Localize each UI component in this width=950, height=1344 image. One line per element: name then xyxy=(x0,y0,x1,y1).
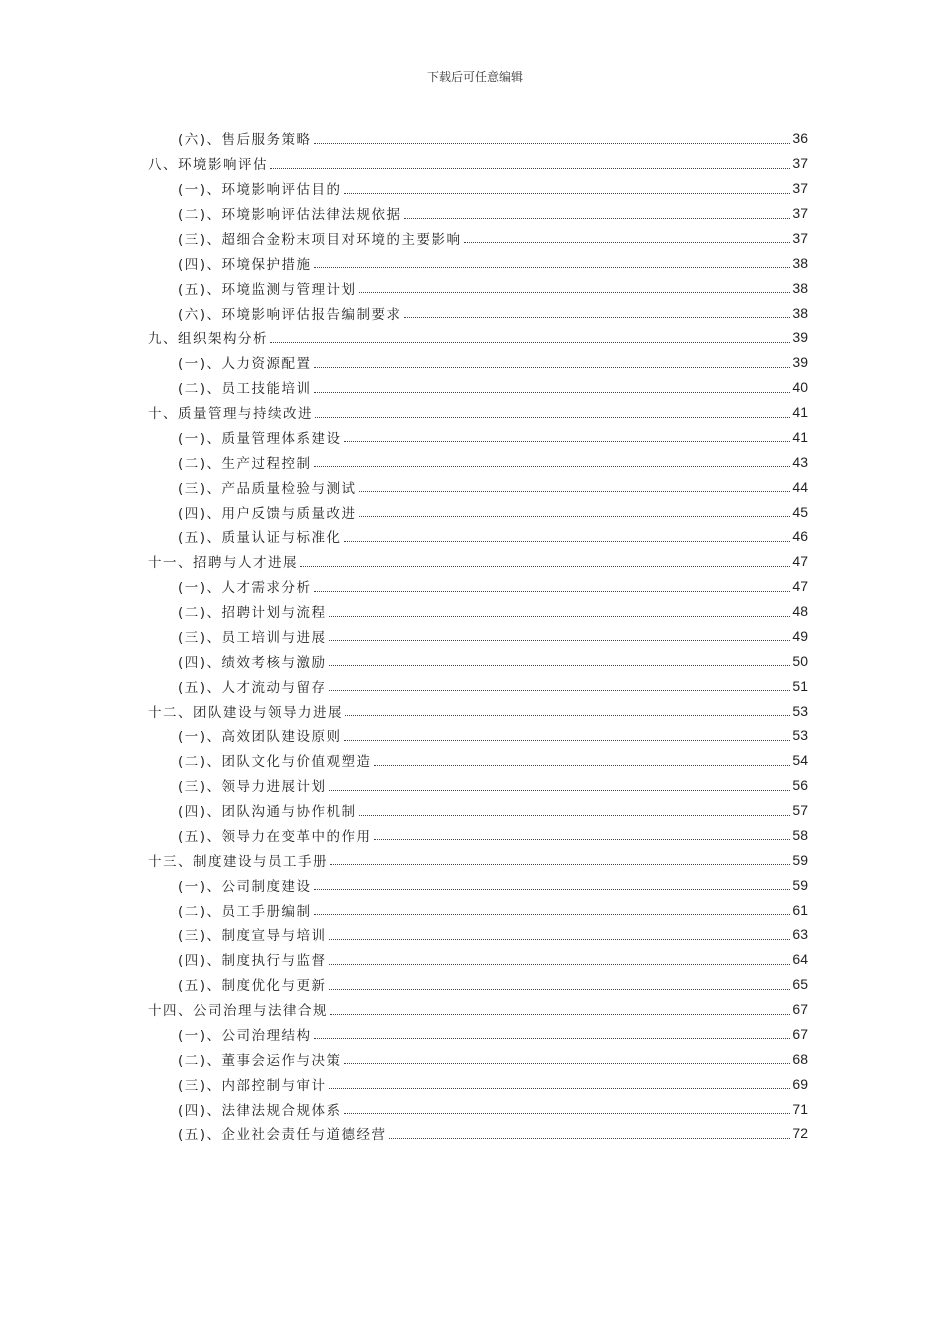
toc-dot-leader xyxy=(329,616,791,617)
toc-section-entry[interactable] xyxy=(148,624,808,649)
toc-section-entry[interactable] xyxy=(148,897,808,922)
toc-section-entry[interactable] xyxy=(148,474,808,499)
toc-entry-label: 十四、公司治理与法律合规 xyxy=(148,1003,328,1020)
toc-dot-leader xyxy=(374,839,791,840)
toc-page-number: 63 xyxy=(792,926,808,943)
toc-section-entry[interactable] xyxy=(148,275,808,300)
toc-entry-label: (三)、员工培训与进展 xyxy=(178,629,327,646)
toc-dot-leader xyxy=(464,242,791,243)
toc-section-entry[interactable] xyxy=(148,947,808,972)
toc-page-number: 38 xyxy=(792,254,808,271)
toc-chapter-entry[interactable] xyxy=(148,698,808,723)
toc-dot-leader xyxy=(300,566,790,567)
toc-dot-leader xyxy=(359,292,791,293)
toc-entry-label: 十三、制度建设与员工手册 xyxy=(148,853,328,870)
toc-page-number: 41 xyxy=(792,404,808,421)
toc-page-number: 47 xyxy=(792,578,808,595)
toc-dot-leader xyxy=(359,815,791,816)
toc-section-entry[interactable] xyxy=(148,176,808,201)
toc-section-entry[interactable] xyxy=(148,748,808,773)
toc-entry-label: (二)、生产过程控制 xyxy=(178,455,312,472)
toc-page-number: 37 xyxy=(792,155,808,172)
toc-section-entry[interactable] xyxy=(148,126,808,151)
toc-section-entry[interactable] xyxy=(148,723,808,748)
toc-page-number: 39 xyxy=(792,329,808,346)
toc-dot-leader xyxy=(330,1014,790,1015)
toc-dot-leader xyxy=(329,964,791,965)
toc-section-entry[interactable] xyxy=(148,823,808,848)
toc-entry-label: (二)、董事会运作与决策 xyxy=(178,1052,342,1069)
toc-section-entry[interactable] xyxy=(148,1071,808,1096)
toc-dot-leader xyxy=(344,740,791,741)
toc-dot-leader xyxy=(270,342,790,343)
toc-entry-label: (一)、高效团队建设原则 xyxy=(178,729,342,746)
toc-page-number: 37 xyxy=(792,229,808,246)
toc-page-number: 69 xyxy=(792,1075,808,1092)
toc-page-number: 56 xyxy=(792,777,808,794)
toc-entry-label: (一)、人力资源配置 xyxy=(178,356,312,373)
toc-page-number: 67 xyxy=(792,1001,808,1018)
toc-entry-label: (一)、人才需求分析 xyxy=(178,580,312,597)
toc-entry-label: (五)、环境监测与管理计划 xyxy=(178,281,357,298)
toc-section-entry[interactable] xyxy=(148,350,808,375)
toc-page-number: 48 xyxy=(792,603,808,620)
toc-entry-label: (四)、制度执行与监督 xyxy=(178,953,327,970)
toc-page-number: 36 xyxy=(792,130,808,147)
toc-page-number: 38 xyxy=(792,304,808,321)
toc-dot-leader xyxy=(374,765,791,766)
toc-dot-leader xyxy=(330,864,790,865)
toc-page-number: 64 xyxy=(792,951,808,968)
toc-dot-leader xyxy=(314,392,791,393)
toc-page-number: 37 xyxy=(792,205,808,222)
toc-entry-label: (一)、环境影响评估目的 xyxy=(178,182,342,199)
toc-dot-leader xyxy=(314,591,791,592)
toc-dot-leader xyxy=(344,541,791,542)
toc-section-entry[interactable] xyxy=(148,499,808,524)
toc-entry-label: (二)、环境影响评估法律法规依据 xyxy=(178,207,402,224)
toc-dot-leader xyxy=(314,367,791,368)
toc-section-entry[interactable] xyxy=(148,375,808,400)
toc-dot-leader xyxy=(329,1088,791,1089)
toc-entry-label: (二)、员工技能培训 xyxy=(178,381,312,398)
toc-section-entry[interactable] xyxy=(148,872,808,897)
toc-section-entry[interactable] xyxy=(148,1046,808,1071)
toc-section-entry[interactable] xyxy=(148,1022,808,1047)
toc-entry-label: (四)、团队沟通与协作机制 xyxy=(178,804,357,821)
toc-dot-leader xyxy=(389,1138,791,1139)
toc-entry-label: (五)、领导力在变革中的作用 xyxy=(178,828,372,845)
toc-entry-label: (四)、绩效考核与激励 xyxy=(178,654,327,671)
toc-page-number: 71 xyxy=(792,1100,808,1117)
toc-dot-leader xyxy=(270,168,790,169)
toc-page-number: 57 xyxy=(792,802,808,819)
toc-entry-label: (五)、质量认证与标准化 xyxy=(178,530,342,547)
toc-page-number: 54 xyxy=(792,752,808,769)
toc-entry-label: (一)、公司制度建设 xyxy=(178,878,312,895)
toc-dot-leader xyxy=(344,1113,791,1114)
toc-page-number: 38 xyxy=(792,279,808,296)
toc-section-entry[interactable] xyxy=(148,226,808,251)
toc-entry-label: (四)、法律法规合规体系 xyxy=(178,1102,342,1119)
toc-dot-leader xyxy=(329,939,791,940)
toc-entry-label: (四)、环境保护措施 xyxy=(178,256,312,273)
toc-dot-leader xyxy=(344,441,791,442)
toc-section-entry[interactable] xyxy=(148,1096,808,1121)
toc-dot-leader xyxy=(404,317,791,318)
toc-dot-leader xyxy=(344,1063,791,1064)
toc-section-entry[interactable] xyxy=(148,972,808,997)
toc-chapter-entry[interactable] xyxy=(148,400,808,425)
toc-entry-label: (二)、团队文化与价值观塑造 xyxy=(178,754,372,771)
toc-entry-label: (三)、内部控制与审计 xyxy=(178,1077,327,1094)
toc-section-entry[interactable] xyxy=(148,300,808,325)
toc-entry-label: (二)、招聘计划与流程 xyxy=(178,605,327,622)
toc-page-number: 58 xyxy=(792,826,808,843)
toc-dot-leader xyxy=(314,1038,791,1039)
toc-dot-leader xyxy=(329,640,791,641)
toc-page-number: 59 xyxy=(792,851,808,868)
toc-entry-label: (四)、用户反馈与质量改进 xyxy=(178,505,357,522)
toc-section-entry[interactable] xyxy=(148,798,808,823)
toc-chapter-entry[interactable] xyxy=(148,325,808,350)
toc-entry-label: (三)、产品质量检验与测试 xyxy=(178,480,357,497)
table-of-contents xyxy=(148,126,808,1146)
toc-entry-label: 十一、招聘与人才进展 xyxy=(148,555,298,572)
toc-page-number: 59 xyxy=(792,876,808,893)
toc-page-number: 53 xyxy=(792,702,808,719)
toc-entry-label: (一)、公司治理结构 xyxy=(178,1027,312,1044)
toc-entry-label: (五)、人才流动与留存 xyxy=(178,679,327,696)
toc-page-number: 43 xyxy=(792,453,808,470)
toc-entry-label: 十二、团队建设与领导力进展 xyxy=(148,704,343,721)
toc-page-number: 41 xyxy=(792,428,808,445)
toc-page-number: 68 xyxy=(792,1050,808,1067)
toc-entry-label: (五)、企业社会责任与道德经营 xyxy=(178,1127,387,1144)
toc-section-entry[interactable] xyxy=(148,1121,808,1146)
toc-dot-leader xyxy=(314,889,791,890)
toc-page-number: 53 xyxy=(792,727,808,744)
toc-section-entry[interactable] xyxy=(148,449,808,474)
toc-entry-label: 八、环境影响评估 xyxy=(148,157,268,174)
toc-entry-label: (六)、环境影响评估报告编制要求 xyxy=(178,306,402,323)
toc-page-number: 37 xyxy=(792,180,808,197)
toc-section-entry[interactable] xyxy=(148,922,808,947)
toc-page-number: 39 xyxy=(792,354,808,371)
toc-entry-label: (五)、制度优化与更新 xyxy=(178,978,327,995)
toc-entry-label: (六)、售后服务策略 xyxy=(178,132,312,149)
toc-entry-label: (三)、制度宣导与培训 xyxy=(178,928,327,945)
toc-entry-label: (三)、超细合金粉末项目对环境的主要影响 xyxy=(178,231,462,248)
toc-dot-leader xyxy=(359,516,791,517)
page-header: 下载后可任意编辑 xyxy=(426,70,523,84)
toc-section-entry[interactable] xyxy=(148,201,808,226)
toc-dot-leader xyxy=(329,989,791,990)
toc-dot-leader xyxy=(314,466,791,467)
toc-page-number: 45 xyxy=(792,503,808,520)
toc-page-number: 61 xyxy=(792,901,808,918)
toc-dot-leader xyxy=(315,417,790,418)
toc-dot-leader xyxy=(314,143,791,144)
toc-section-entry[interactable] xyxy=(148,574,808,599)
toc-dot-leader xyxy=(329,690,791,691)
toc-dot-leader xyxy=(359,491,791,492)
toc-entry-label: (三)、领导力进展计划 xyxy=(178,779,327,796)
toc-section-entry[interactable] xyxy=(148,599,808,624)
toc-dot-leader xyxy=(329,665,791,666)
toc-page-number: 50 xyxy=(792,652,808,669)
toc-page-number: 44 xyxy=(792,478,808,495)
toc-section-entry[interactable] xyxy=(148,524,808,549)
toc-chapter-entry[interactable] xyxy=(148,549,808,574)
toc-chapter-entry[interactable] xyxy=(148,997,808,1022)
toc-page-number: 49 xyxy=(792,627,808,644)
toc-section-entry[interactable] xyxy=(148,673,808,698)
toc-page-number: 47 xyxy=(792,553,808,570)
toc-section-entry[interactable] xyxy=(148,773,808,798)
toc-page-number: 65 xyxy=(792,976,808,993)
toc-entry-label: (一)、质量管理体系建设 xyxy=(178,430,342,447)
toc-entry-label: 九、组织架构分析 xyxy=(148,331,268,348)
toc-entry-label: (二)、员工手册编制 xyxy=(178,903,312,920)
toc-dot-leader xyxy=(314,914,791,915)
toc-entry-label: 十、质量管理与持续改进 xyxy=(148,406,313,423)
toc-section-entry[interactable] xyxy=(148,425,808,450)
toc-page-number: 46 xyxy=(792,528,808,545)
toc-page-number: 51 xyxy=(792,677,808,694)
toc-chapter-entry[interactable] xyxy=(148,847,808,872)
toc-dot-leader xyxy=(345,715,790,716)
toc-dot-leader xyxy=(314,267,791,268)
toc-dot-leader xyxy=(404,218,791,219)
toc-page-number: 67 xyxy=(792,1025,808,1042)
toc-page-number: 40 xyxy=(792,379,808,396)
toc-section-entry[interactable] xyxy=(148,648,808,673)
toc-chapter-entry[interactable] xyxy=(148,151,808,176)
toc-dot-leader xyxy=(344,193,791,194)
toc-page-number: 72 xyxy=(792,1125,808,1142)
toc-dot-leader xyxy=(329,790,791,791)
toc-section-entry[interactable] xyxy=(148,250,808,275)
